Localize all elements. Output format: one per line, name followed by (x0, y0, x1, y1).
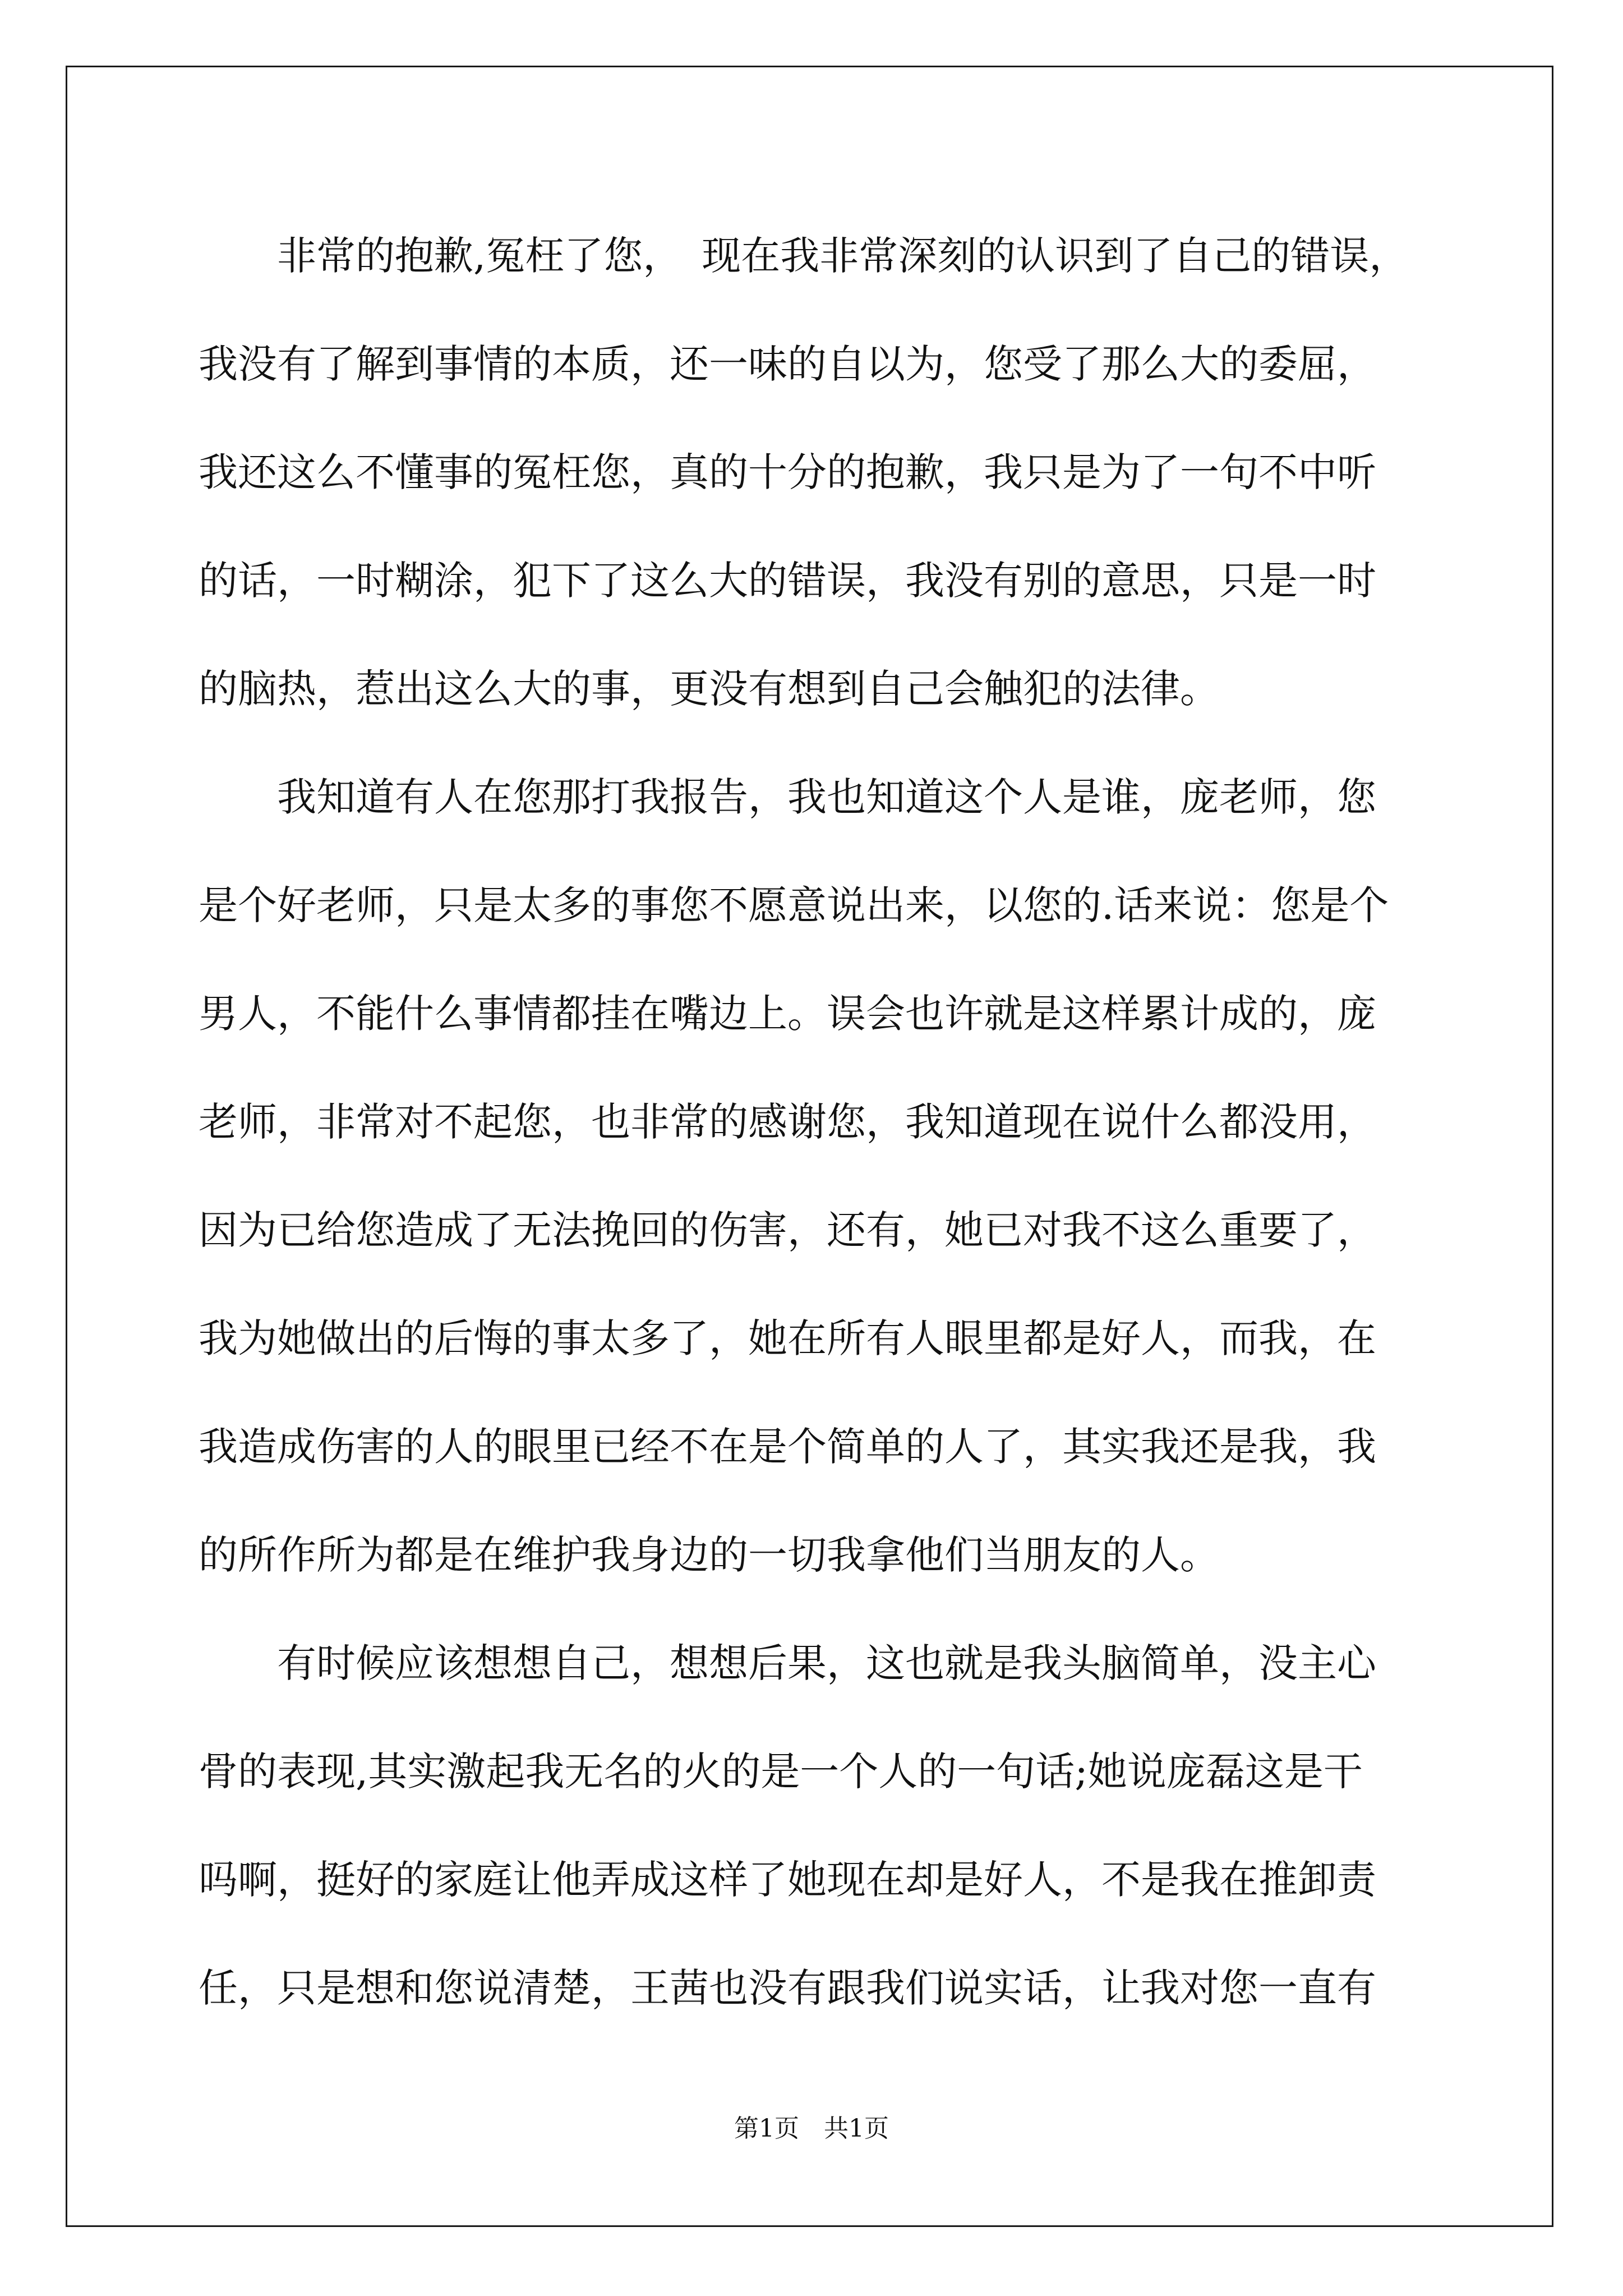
text-line: 的话，一时糊涂，犯下了这么大的错误，我没有别的意思，只是一时 (199, 558, 1376, 604)
text-line: 因为已给您造成了无法挽回的伤害，还有，她已对我不这么重要了， (199, 1207, 1376, 1253)
text-line: 我知道有人在您那打我报告，我也知道这个人是谁，庞老师，您 (199, 774, 1376, 820)
text-line: 非常的抱歉,冤枉了您， 现在我非常深刻的认识到了自己的错误， (199, 233, 1409, 279)
page-footer: 第1页 共1页 (734, 2114, 889, 2143)
text-line: 的脑热，惹出这么大的事，更没有想到自己会触犯的法律。 (199, 666, 1219, 712)
paragraph-1 (199, 202, 1421, 743)
text-line: 我为她做出的后悔的事太多了，她在所有人眼里都是好人，而我，在 (199, 1315, 1376, 1361)
text-line: 任，只是想和您说清楚，王茜也没有跟我们说实话，让我对您一直有 (199, 1965, 1376, 2011)
text-line: 我还这么不懂事的冤枉您，真的十分的抱歉，我只是为了一句不中听 (199, 449, 1376, 495)
text-line: 老师，非常对不起您，也非常的感谢您，我知道现在说什么都没用， (199, 1099, 1376, 1145)
text-line: 的所作所为都是在维护我身边的一切我拿他们当朋友的人。 (199, 1532, 1219, 1578)
text-line: 骨的表现,其实激起我无名的火的是一个人的一句话;她说庞磊这是干 (199, 1749, 1363, 1795)
paragraph-3 (199, 1609, 1421, 2042)
body-text (199, 202, 1421, 2042)
text-line: 吗啊，挺好的家庭让他弄成这样了她现在却是好人，不是我在推卸责 (199, 1857, 1376, 1903)
text-line: 我造成伤害的人的眼里已经不在是个简单的人了，其实我还是我，我 (199, 1424, 1376, 1470)
text-line: 是个好老师，只是太多的事您不愿意说出来，以您的.话来说：您是个 (199, 882, 1389, 928)
text-line: 我没有了解到事情的本质，还一味的自以为，您受了那么大的委屈， (199, 341, 1376, 387)
text-line: 男人，不能什么事情都挂在嘴边上。误会也许就是这样累计成的，庞 (199, 991, 1376, 1037)
paragraph-2 (199, 743, 1421, 1609)
text-line: 有时候应该想想自己，想想后果，这也就是我头脑简单，没主心 (199, 1640, 1376, 1686)
